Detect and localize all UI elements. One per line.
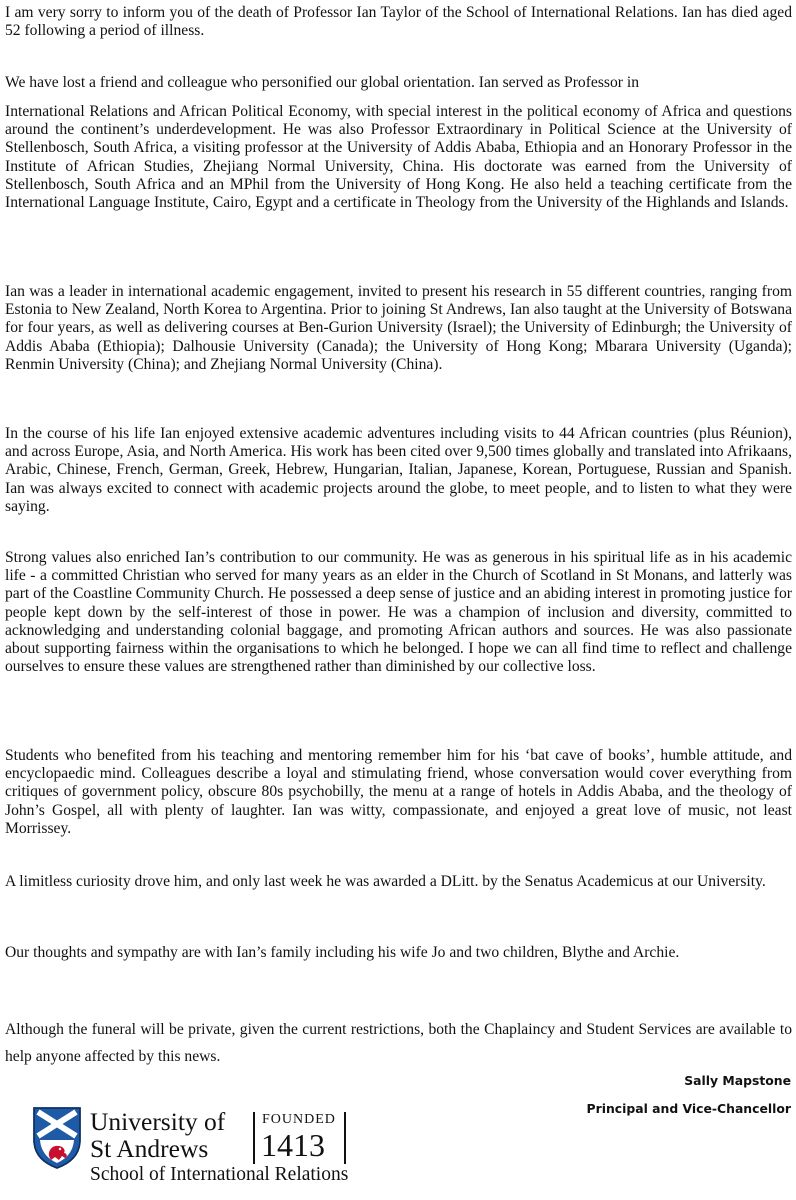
paragraph-sympathy: Our thoughts and sympathy are with Ian’s family including his wife Jo and two children, Blythe and Archie. <box>5 944 680 961</box>
university-logo <box>32 1106 382 1196</box>
paragraph-international-engagement: Ian was a leader in international academic engagement, invited to present his research in 55 different countries, ranging from Estonia to New Zealand, North Korea to Argentina. Prior to joining St Andrews, Ian also taught at the University of Botswana for four years, as well as delivering courses at Ben-Gurion University (Israel); the University of Edinburgh; the University of Addis Ababa (Ethiopia); Dalhousie University (Canada); the University of Hong Kong; Mbarara University (Uganda); Renmin University (China); and Zhejiang Normal University (China). <box>5 283 792 373</box>
university-name-line2: St Andrews <box>90 1134 209 1163</box>
university-crest-icon <box>32 1106 82 1170</box>
paragraph-intro: I am very sorry to inform you of the death of Professor Ian Taylor of the School of International Relations. Ian has died aged 52 following a period of illness. <box>5 4 792 40</box>
signature-name: Sally Mapstone <box>684 1073 791 1088</box>
signature-title: Principal and Vice-Chancellor <box>586 1101 791 1116</box>
university-name-line1: University of <box>90 1107 226 1136</box>
paragraph-strong-values: Strong values also enriched Ian’s contribution to our community. He was as generous in his spiritual life as in his academic life - a committed Christian who served for many years as an elder in the Church of Scotland in St Monans, and latterly was part of the Coastline Community Church. He possessed a deep sense of justice and an abiding interest in promoting justice for people kept down by the self-interest of those in power. He was a champion of inclusion and diversity, committed to acknowledging and understanding colonial baggage, and promoting African authors and sources. He was also passionate about supporting fairness within the organisations to which he belonged. I hope we can all find time to reflect and challenge ourselves to ensure these values are strengthened rather than diminished by our collective loss. <box>5 549 792 676</box>
paragraph-curiosity: A limitless curiosity drove him, and only last week he was awarded a DLitt. by the Senatus Academicus at our University. <box>5 873 766 890</box>
logo-divider-right <box>344 1112 346 1164</box>
founded-label: FOUNDED <box>262 1112 336 1127</box>
paragraph-professorships: International Relations and African Political Economy, with special interest in the political economy of Africa and questions around the continent’s underdevelopment. He was also Professor Extraordinary in Political Science at the University of Stellenbosch, South Africa, a visiting professor at the University of Addis Ababa, Ethiopia and an Honorary Professor in the Institute of African Studies, Zhejiang Normal University, China. His doctorate was earned from the University of Stellenbosch, South Africa and an MPhil from the University of Hong Kong. He also held a teaching certificate from the International Language Institute, Cairo, Egypt and a certificate in Theology from the University of the Highlands and Islands. <box>5 103 792 212</box>
university-name <box>90 1108 225 1162</box>
logo-divider-left <box>253 1112 255 1164</box>
founded-year: 1413 <box>261 1127 325 1163</box>
paragraph-academic-adventures: In the course of his life Ian enjoyed extensive academic adventures including visits to 44 African countries (plus Réunion), and across Europe, Asia, and North America. His work has been cited over 9,500 times globally and translated into Afrikaans, Arabic, Chinese, French, German, Greek, Hebrew, Hungarian, Italian, Japanese, Korean, Portuguese, Russian and Spanish. Ian was always excited to connect with academic projects around the globe, to meet people, and to listen to what they were saying. <box>5 425 792 515</box>
school-name: School of International Relations <box>90 1164 349 1185</box>
paragraph-funeral: Although the funeral will be private, given the current restrictions, both the Chaplaincy and Student Services are available to help anyone affected by this news. <box>5 1021 792 1065</box>
paragraph-students-colleagues: Students who benefited from his teaching and mentoring remember him for his ‘bat cave of books’, humble attitude, and encyclopaedic mind. Colleagues describe a loyal and stimulating friend, whose conversation would cover everything from critiques of government policy, obscure 80s psychobilly, the menu at a range of hotels in Addis Ababa, and the theology of John’s Gospel, all with plenty of laughter. Ian was witty, compassionate, and enjoyed a great love of music, not least Morrissey. <box>5 747 792 837</box>
paragraph-colleague-opening: We have lost a friend and colleague who personified our global orientation. Ian served as Professor in <box>5 74 639 91</box>
